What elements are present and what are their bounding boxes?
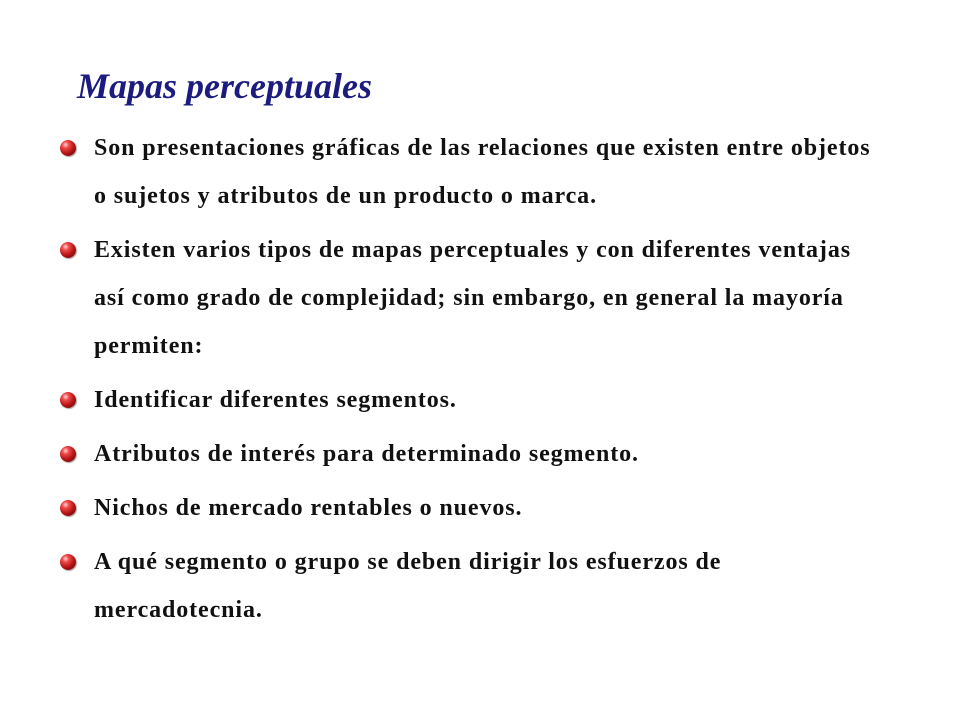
slide-title: Mapas perceptuales	[77, 66, 372, 106]
bullet-item	[60, 226, 880, 370]
bullet-item	[60, 376, 880, 424]
red-sphere-bullet-icon	[60, 554, 76, 570]
bullet-item	[60, 484, 880, 532]
bullet-text: Identificar diferentes segmentos.	[94, 387, 457, 413]
red-sphere-bullet-icon	[60, 446, 76, 462]
red-sphere-bullet-icon	[60, 392, 76, 408]
bullet-list	[60, 124, 880, 640]
bullet-text: Existen varios tipos de mapas perceptuales y con diferentes ventajas así como grado de complejidad; sin embargo, en general la mayoría permiten:	[94, 237, 851, 359]
bullet-item	[60, 124, 880, 220]
bullet-item	[60, 538, 880, 634]
bullet-item	[60, 430, 880, 478]
bullet-text: A qué segmento o grupo se deben dirigir los esfuerzos de mercadotecnia.	[94, 549, 722, 623]
bullet-text: Atributos de interés para determinado segmento.	[94, 441, 639, 467]
bullet-text: Nichos de mercado rentables o nuevos.	[94, 495, 523, 521]
red-sphere-bullet-icon	[60, 140, 76, 156]
red-sphere-bullet-icon	[60, 500, 76, 516]
bullet-text: Son presentaciones gráficas de las relaciones que existen entre objetos o sujetos y atributos de un producto o marca.	[94, 135, 871, 209]
red-sphere-bullet-icon	[60, 242, 76, 258]
